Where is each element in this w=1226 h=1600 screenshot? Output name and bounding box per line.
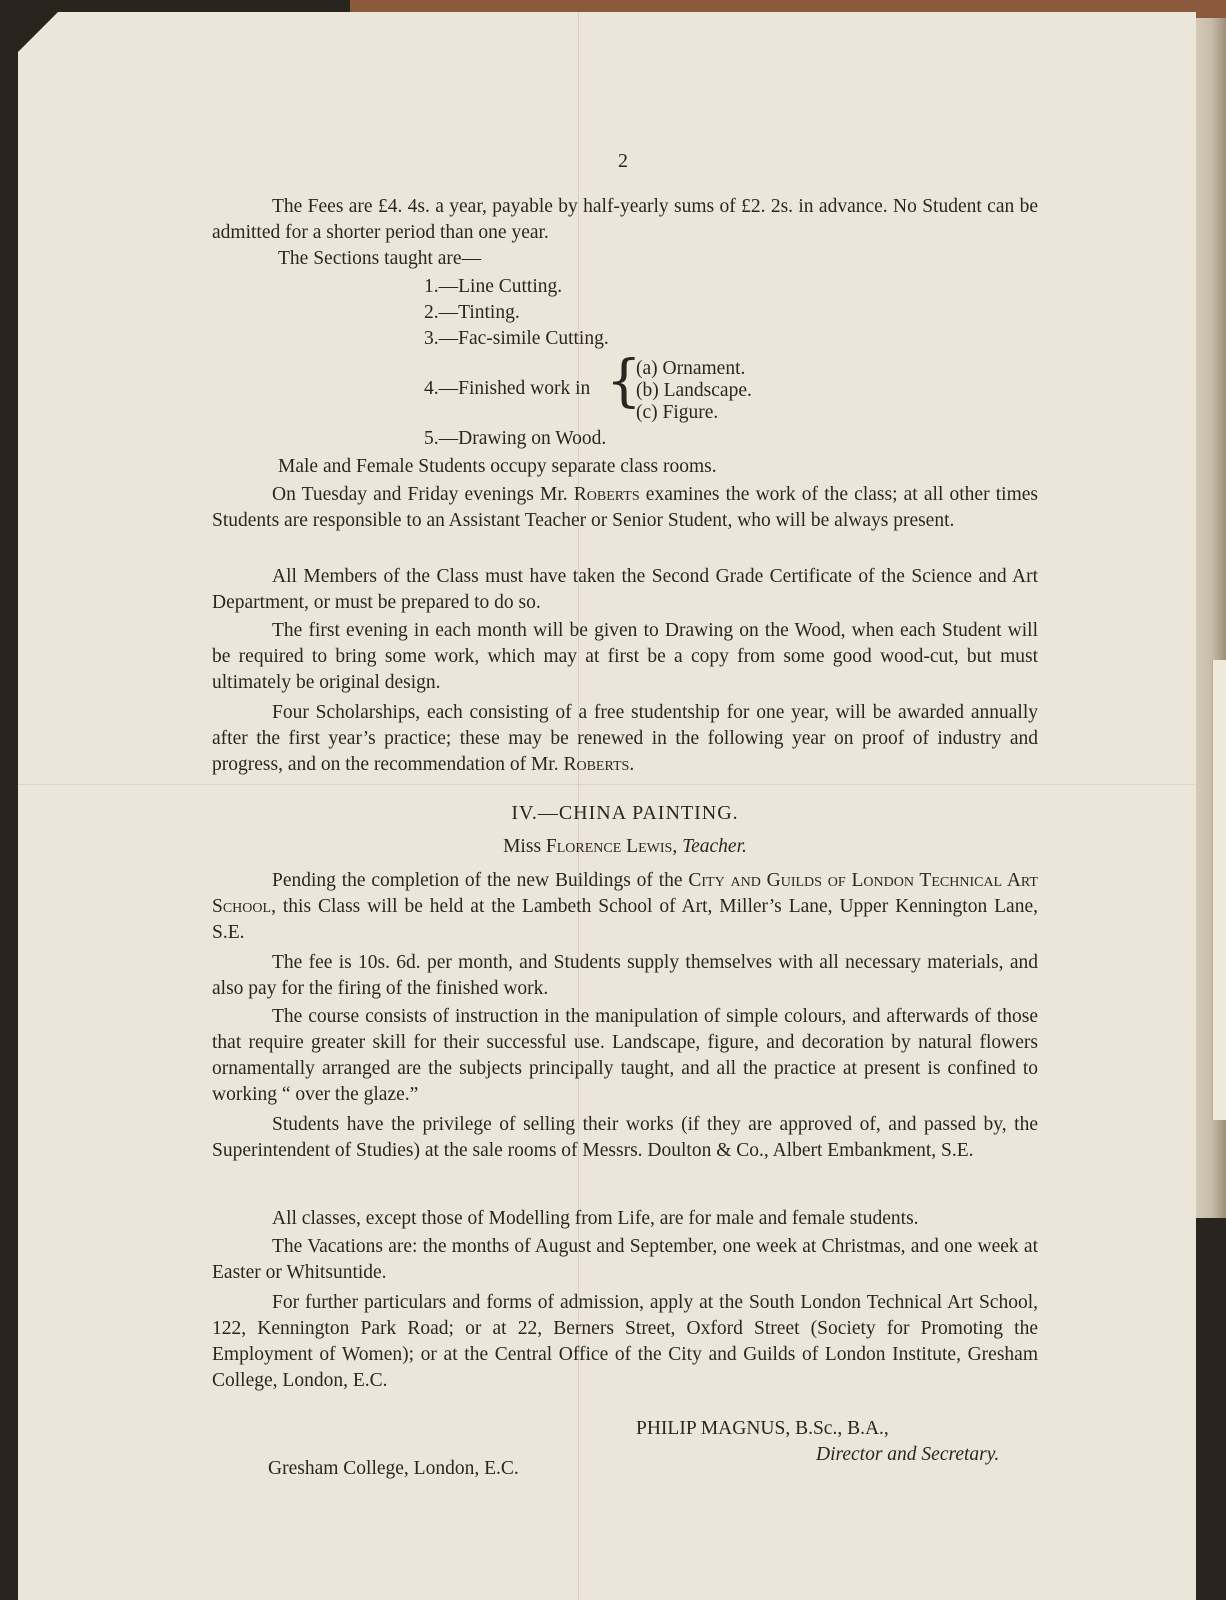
section-5: 5.—Drawing on Wood. [424, 428, 607, 449]
inserted-sheet-edge [1212, 660, 1226, 1120]
section-2: 2.—Tinting. [424, 302, 520, 323]
section-1: 1.—Line Cutting. [424, 276, 563, 297]
fee-paragraph [212, 950, 1038, 1002]
course-text: The course consists of instruction in the manipulation of simple colours, and afterwards of those that require greater skill for their successful use. Landscape, figure, and decoration by natural flowers ornamentally arranged are the subjects principally taught, and all the practice at present is confined to working “ over the glaze.” [212, 1006, 1038, 1105]
all-classes-paragraph [212, 1206, 1038, 1232]
signature-name: PHILIP MAGNUS, B.Sc., B.A., [636, 1418, 889, 1439]
pending-paragraph [212, 868, 1038, 946]
section-4a: (a) Ornament. [636, 358, 746, 379]
first-evening-text: The first evening in each month will be given to Drawing on the Wood, when each Student will be required to bring some work, which may at first be a copy from some good wood-cut, but must ultimately be original design. [212, 620, 1038, 693]
teacher-name-roberts: Roberts [573, 484, 640, 505]
teacher-role: Teacher. [682, 836, 747, 857]
tuesday-before: On Tuesday and Friday evenings Mr. [272, 484, 574, 505]
all-classes-text: All classes, except those of Modelling from Life, are for male and female students. [272, 1208, 919, 1229]
teacher-name: Florence Lewis [545, 836, 673, 857]
pending-after: , this Class will be held at the Lambeth School of Art, Miller’s Lane, Upper Kennington Lane, S.E. [212, 896, 1038, 943]
selling-paragraph [212, 1112, 1038, 1164]
scholarships-name: Roberts [563, 754, 630, 775]
sections-intro: The Sections taught are— [278, 248, 482, 269]
first-evening-paragraph [212, 618, 1038, 696]
members-text: All Members of the Class must have taken the Second Grade Certificate of the Science and Art Department, or must be prepared to do so. [212, 566, 1038, 613]
tuesday-paragraph [212, 482, 1038, 534]
fees-paragraph [212, 194, 1038, 246]
section-4c: (c) Figure. [636, 402, 719, 423]
pending-before: Pending the completion of the new Buildings of the [272, 870, 689, 891]
vacations-text: The Vacations are: the months of August and September, one week at Christmas, and one week at Easter or Whitsuntide. [212, 1236, 1038, 1283]
fold-crease-horizontal [18, 784, 1196, 785]
address-line: Gresham College, London, E.C. [268, 1458, 519, 1479]
section-4: 4.—Finished work in [424, 378, 591, 399]
china-painting-heading: IV.—CHINA PAINTING. [511, 802, 739, 824]
scholarships-after: . [629, 754, 635, 775]
scholarships-before: Four Scholarships, each consisting of a free studentship for one year, will be awarded annually after the first year’s practice; these may be renewed in the following year on proof of industry and progress, and on the recommendation of Mr. [212, 702, 1038, 775]
section-4b: (b) Landscape. [636, 380, 752, 401]
further-text: For further particulars and forms of admission, apply at the South London Technical Art School, 122, Kennington Park Road; or at 22, Berners Street, Oxford Street (Society for Promoting the Employment of Women); or at the Central Office of the City and Guilds of London Institute, Gresham College, London, E.C. [212, 1292, 1038, 1391]
fees-text: The Fees are £4. 4s. a year, payable by half-yearly sums of £2. 2s. in advance. No Student can be admitted for a shorter period than one year. [212, 196, 1038, 243]
brace-icon: { [606, 349, 642, 414]
teacher-line: Miss Florence Lewis, Teacher. [503, 836, 747, 857]
selling-text: Students have the privilege of selling their works (if they are approved of, and passed by, the Superintendent of Studies) at the sale rooms of Messrs. Doulton & Co., Albert Embankment, S.E. [212, 1114, 1038, 1161]
members-paragraph [212, 564, 1038, 616]
vacations-paragraph [212, 1234, 1038, 1286]
tuesday-after: examines the work of the class; at all other times Students are responsible to an Assistant Teacher or Senior Student, who will be always present. [212, 484, 1038, 531]
teacher-prefix: Miss [503, 836, 546, 857]
school-name: City and Guilds of London Technical Art School [212, 870, 1038, 917]
course-paragraph [212, 1004, 1038, 1108]
page-number: 2 [618, 150, 628, 172]
signature-title: Director and Secretary. [816, 1444, 1000, 1465]
male-female-line: Male and Female Students occupy separate class rooms. [278, 456, 717, 477]
fee-text: The fee is 10s. 6d. per month, and Students supply themselves with all necessary materials, and also pay for the firing of the finished work. [212, 952, 1038, 999]
further-paragraph [212, 1290, 1038, 1394]
scholarships-paragraph [212, 700, 1038, 778]
section-3: 3.—Fac-simile Cutting. [424, 328, 609, 349]
